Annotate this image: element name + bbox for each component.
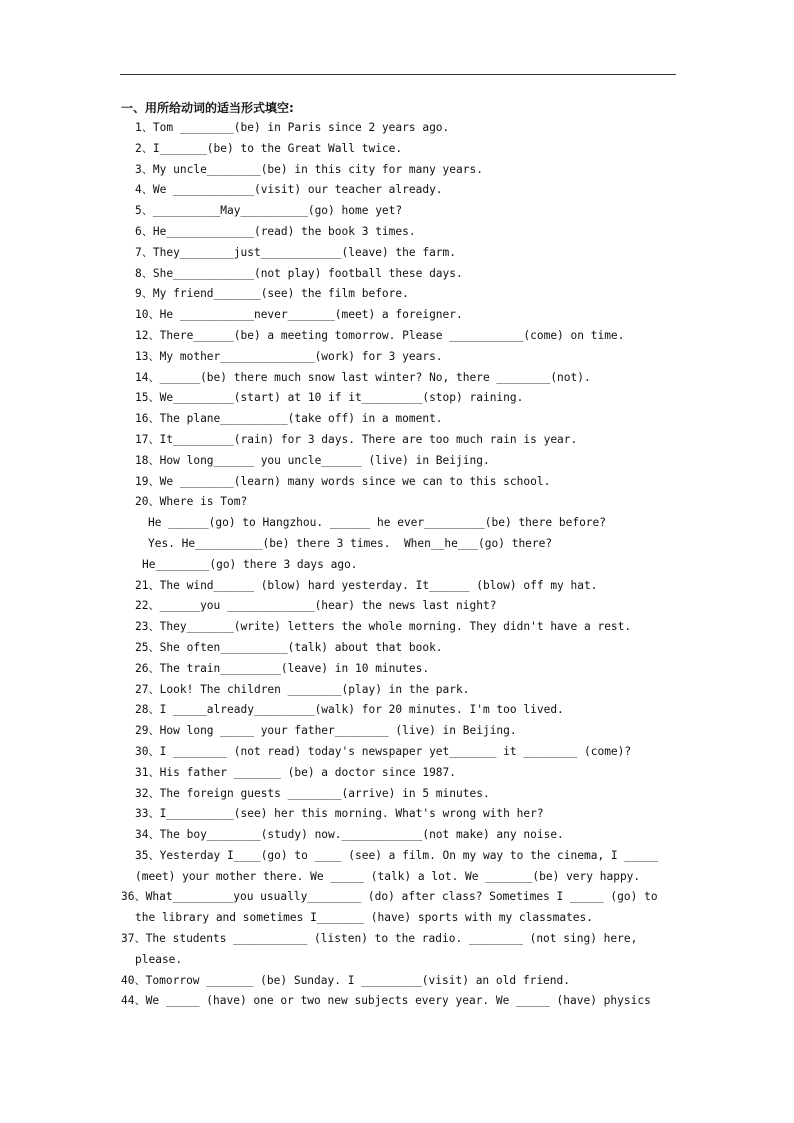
exercise-line: 29、How long _____ your father________ (live) in Beijing. xyxy=(135,724,517,738)
section-heading: 一、用所给动词的适当形式填空: xyxy=(121,101,294,115)
exercise-line: 23、They_______(write) letters the whole morning. They didn't have a rest. xyxy=(135,620,632,634)
exercise-line: 2、I_______(be) to the Great Wall twice. xyxy=(135,141,403,155)
exercise-line: 6、He_____________(read) the book 3 times. xyxy=(135,224,416,238)
exercise-line: 18、How long______ you uncle______ (live) in Beijing. xyxy=(135,453,490,467)
exercise-line: 30、I ________ (not read) today's newspaper yet_______ it ________ (come)? xyxy=(135,744,632,758)
exercise-line: 34、The boy________(study) now.____________(not make) any noise. xyxy=(135,828,564,842)
exercise-line: 25、She often__________(talk) about that book. xyxy=(135,640,443,654)
exercise-line: 7、They________just____________(leave) the farm. xyxy=(135,245,457,259)
exercise-line: Yes. He__________(be) there 3 times. When__he___(go) there? xyxy=(148,536,553,550)
exercise-line: the library and sometimes I_______ (have) sports with my classmates. xyxy=(135,911,594,925)
exercise-line: He________(go) there 3 days ago. xyxy=(142,557,358,571)
exercise-line: 1、Tom ________(be) in Paris since 2 years ago. xyxy=(135,121,450,134)
exercise-line: 40、Tomorrow _______ (be) Sunday. I _________(visit) an old friend. xyxy=(121,973,570,987)
exercise-line: 20、Where is Tom? xyxy=(135,495,248,509)
exercise-line: 27、Look! The children ________(play) in the park. xyxy=(135,682,470,696)
exercise-line: 12、There______(be) a meeting tomorrow. Please ___________(come) on time. xyxy=(135,328,625,342)
exercise-line: 22、______you _____________(hear) the news last night? xyxy=(135,599,497,613)
exercise-line: 35、Yesterday I____(go) to ____ (see) a film. On my way to the cinema, I _____ xyxy=(135,848,659,862)
exercise-line: 37、The students ___________ (listen) to the radio. ________ (not sing) here, xyxy=(121,932,638,946)
exercise-line: 21、The wind______ (blow) hard yesterday. It______ (blow) off my hat. xyxy=(135,578,598,592)
exercise-line: 26、The train_________(leave) in 10 minutes. xyxy=(135,661,430,675)
header-rule xyxy=(120,74,676,75)
exercise-line: 3、My uncle________(be) in this city for many years. xyxy=(135,162,483,176)
exercise-line: 33、I__________(see) her this morning. What's wrong with her? xyxy=(135,807,544,821)
exercise-line: 14、______(be) there much snow last winter? No, there ________(not). xyxy=(135,370,591,384)
exercise-line: 9、My friend_______(see) the film before. xyxy=(135,287,409,301)
exercise-line: 36、What_________you usually________ (do) after class? Sometimes I _____ (go) to xyxy=(121,890,658,904)
exercise-line: 5、__________May__________(go) home yet? xyxy=(135,204,403,218)
exercise-line: 19、We ________(learn) many words since we can to this school. xyxy=(135,474,551,488)
exercise-line: 10、He ___________never_______(meet) a foreigner. xyxy=(135,308,463,322)
exercise-line: 8、She____________(not play) football these days. xyxy=(135,266,463,280)
exercise-line: please. xyxy=(135,952,183,966)
exercise-list xyxy=(0,118,794,1012)
exercise-line: (meet) your mother there. We _____ (talk) a lot. We _______(be) very happy. xyxy=(135,869,641,883)
exercise-line: 17、It_________(rain) for 3 days. There are too much rain is year. xyxy=(135,432,578,446)
exercise-line: 15、We_________(start) at 10 if it_________(stop) raining. xyxy=(135,391,524,405)
exercise-line: 44、We _____ (have) one or two new subjects every year. We _____ (have) physics xyxy=(121,994,651,1008)
exercise-line: 13、My mother______________(work) for 3 years. xyxy=(135,349,443,363)
exercise-line: 4、We ____________(visit) our teacher already. xyxy=(135,183,443,197)
exercise-line: He ______(go) to Hangzhou. ______ he ever_________(be) there before? xyxy=(148,516,607,530)
exercise-line: 32、The foreign guests ________(arrive) in 5 minutes. xyxy=(135,786,490,800)
exercise-line: 28、I _____already_________(walk) for 20 minutes. I'm too lived. xyxy=(135,703,564,717)
exercise-line: 16、The plane__________(take off) in a moment. xyxy=(135,412,443,426)
exercise-line: 31、His father _______ (be) a doctor since 1987. xyxy=(135,765,457,779)
